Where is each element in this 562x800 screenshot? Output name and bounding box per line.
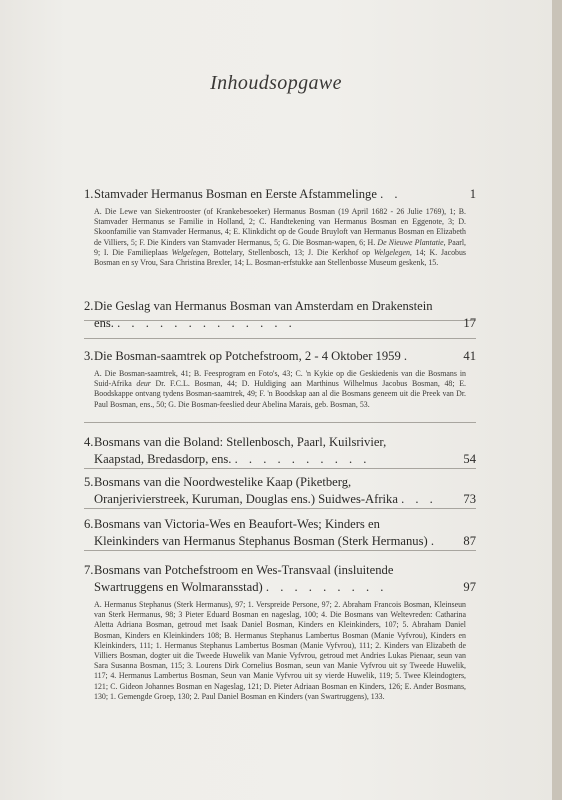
- entry-number: 4.: [84, 435, 94, 449]
- entry-subtopics: A. Hermanus Stephanus (Sterk Hermanus), 97; 1. Verspreide Persone, 97; 2. Abraham Francois Bosman, Kleinseun van Sterk Hermanus, 98; 3 Pieter Eduard Bosman en nageslag, 100; 4. Die Bosmans van Weltevreden: Catharina Aletta Adriana Bosman, getroud met Isaak Daniel Bosman, Kinders en Kleinkinders, 107; 5. Abraham Daniel Bosman, Kinders en Kleinkinders 108; B. Hermanus Stephanus Lambertus Bosman (Manie Vyfvrou), Kinders en Kleinkinders, 111; 1. Hermanus Stephanus Lambertus Bosman (Manie Vyfvrou), 111; 2. Kinders van Elizabeth de Villiers Bosman, dogter uit die Tweede Huwelik van Manie Vyfvrou, getroud met Andries Lukas Pienaar, seun van Sara Susanna Bosman, 115; 3. Lourens Dirk Cornelius Bosman, seun van Manie Vyfvrou uit sy Tweede Huwelik, 117; 4. Hermanus Lambertus Bosman, Seun van Manie Vyfvrou uit sy vierde Huwelik, 119; 5. Twee Kleindogters, 121; C. Gideon Johannes Bosman en Nageslag, 121; D. Pieter Adriaan Bosman en Kinders, 126; E. Ander Bosmans, 130; 1. Gemengde Groep, 130; 2. Paul Daniel Bosman en Kinders (van Swartruggens), 133.: [94, 600, 466, 701]
- entry-number: 2.: [84, 299, 94, 313]
- toc-heading: [84, 434, 476, 468]
- page-title: Inhoudsopgawe: [210, 72, 342, 94]
- entry-subtopics: A. Die Bosman-saamtrek, 41; B. Feesprogram en Foto's, 43; C. 'n Kykie op die Geskiedenis van die Bosmans in Suid-Afrika deur Dr. F.C.L. Bosman, 44; D. Huldiging aan Marthinus Wilhelmus Jacobus Bosman, 48; E. Boodskappe ontvang tydens Bosman-saamtrek, 49; F. 'n Boodskap aan al die Bosmans geneem uit die Preek van Dr. Paul Bosman, ens., 50; G. Die Bosman-feeslied deur Abelina Marais, geb. Bosman, 53.: [94, 369, 467, 409]
- entry-title: Bosmans van die Boland: Stellenbosch, Paarl, Kuilsrivier, Kaapstad, Bredasdorp, ens.: [94, 435, 387, 466]
- entry-title: Bosmans van die Noordwestelike Kaap (Piketberg, Oranjerivierstreek, Kuruman, Douglas ens.) Suidwes-Afrika: [94, 475, 398, 506]
- entry-number: 5.: [84, 475, 94, 489]
- leader-dots: . . .: [401, 492, 437, 506]
- toc-heading: [84, 186, 476, 203]
- entry-number: 7.: [84, 563, 94, 577]
- toc-entry-3: [84, 348, 476, 410]
- toc-entry-4: [84, 434, 476, 468]
- leader-dots: . .: [380, 187, 402, 201]
- toc-heading: [84, 562, 476, 596]
- toc-entry-7: [84, 562, 476, 702]
- toc-entry-2: [84, 298, 476, 332]
- page-number: 87: [463, 534, 476, 548]
- page-number: 54: [463, 452, 476, 466]
- toc-entry-6: [84, 516, 476, 550]
- toc-entry-1: [84, 186, 476, 268]
- entry-number: 1.: [84, 187, 94, 201]
- leader-dots: . . . . . . . . . . . . .: [117, 316, 296, 330]
- entry-title: Stamvader Hermanus Bosman en Eerste Afstammelinge: [94, 187, 377, 201]
- toc-entry-5: [84, 474, 476, 508]
- toc-heading: [84, 348, 476, 365]
- page-number: 73: [463, 492, 476, 506]
- toc-heading: [84, 298, 476, 332]
- leader-dots: .: [403, 349, 412, 363]
- page-number: 1: [469, 187, 476, 201]
- page-number: 17: [463, 316, 476, 330]
- entry-subtopics: A. Die Lewe van Siekentrooster (of Krankebesoeker) Hermanus Bosman (19 April 1682 - 26 Julie 1769), 1; B. Stamvader Hermanus se Familie in Holland, 2; C. Handtekening van Hermanus Bosman en Eggenote, 3; D. Skoonfamilie van Stamvader Hermanus, 4; E. Klinkdicht op de Goude Bruyloft van Hermanus Bosman en Elizabeth de Villiers, 5; F. Die Kinders van Stamvader Hermanus, 5; G. Die Bosman-wapen, 6; H. De Nieuwe Plantatie, Paarl, 9; I. Die Familieplaas Welgelegen, Bottelary, Stellenbosch, 13; J. Die Kerkhof op Welgelegen, 14; K. Jacobus Bosman en sy Vrou, Sara Christina Brexler, 14; L. Bosman-erfstukke aan Stellenbosse Museum geskenk, 15.: [94, 207, 466, 268]
- divider: [84, 508, 476, 509]
- divider: [84, 468, 476, 469]
- entry-title: Die Bosman-saamtrek op Potchefstroom, 2 - 4 Oktober 1959: [94, 349, 401, 363]
- leader-dots: . . . . . . . . . .: [234, 452, 371, 466]
- entry-number: 6.: [84, 517, 94, 531]
- divider: [84, 338, 476, 339]
- toc-heading: [84, 474, 476, 508]
- toc-heading: [84, 516, 476, 550]
- entry-title: Bosmans van Victoria-Wes en Beaufort-Wes; Kinders en Kleinkinders van Hermanus Stephanus Bosman (Sterk Hermanus): [94, 517, 428, 548]
- page-number: 41: [463, 349, 476, 363]
- divider: [84, 422, 476, 423]
- entry-title: Bosmans van Potchefstroom en Wes-Transvaal (insluitende Swartruggens en Wolmaransstad): [94, 563, 394, 594]
- entry-title: Die Geslag van Hermanus Bosman van Amsterdam en Drakenstein ens.: [94, 299, 433, 330]
- entry-number: 3.: [84, 349, 94, 363]
- leader-dots: . . . . . . . . .: [265, 580, 388, 594]
- divider: [84, 550, 476, 551]
- leader-dots: .: [430, 534, 438, 548]
- page-number: 97: [463, 580, 476, 594]
